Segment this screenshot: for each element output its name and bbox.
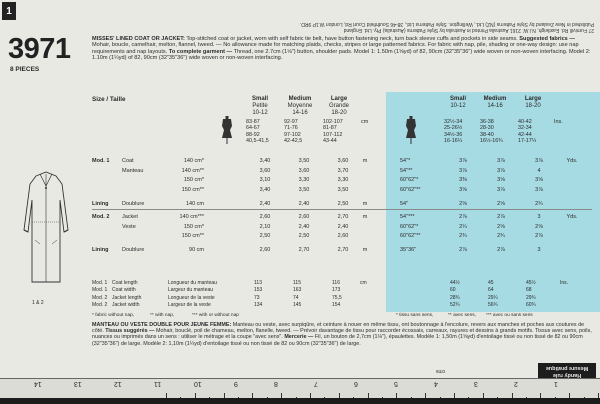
measurement-row: 16-16¼ 16½-16¾ 17-17¼	[444, 138, 537, 145]
desc-title: MISSES' LINED COAT OR JACKET:	[92, 36, 185, 42]
finished-row	[92, 302, 592, 308]
ins-value: 60	[450, 287, 456, 294]
imperial-yardage-value: 3⅞	[459, 167, 467, 174]
cm-value: 145	[293, 302, 302, 309]
imperial-yardage-value: 3⅞	[535, 186, 543, 193]
imperial-yardage-value: 2⅝	[497, 223, 505, 230]
ruler-tick	[238, 397, 239, 398]
desc-text: Top-stitched coat or jacket, worn with self fabric tie belt, have button fastening neck, turn back sleeve cuffs and pockets in side seams.	[186, 36, 518, 42]
finished-label-fr: Longueur de la veste	[168, 294, 215, 301]
ruler-number: 12	[113, 380, 122, 387]
finished-label: Jacket length	[112, 294, 142, 301]
imperial-fabric-width: 60"62"*	[400, 177, 419, 184]
garment-label: Doublure	[122, 246, 145, 253]
fabric-width: 140 cm	[185, 200, 204, 207]
imperial-unit: Yds.	[566, 158, 578, 165]
ruler-tick	[396, 393, 397, 398]
imperial-yardage-value: 2⅞	[497, 246, 505, 253]
measurement-row: 64-67 71-76 81-87	[246, 125, 337, 132]
handy-ruler	[0, 378, 600, 398]
yardage-row	[92, 199, 592, 207]
imperial-fabric-width: 54"	[400, 200, 409, 207]
ruler-tick	[353, 397, 354, 398]
ins-value: 68	[526, 287, 532, 294]
metric-yardage-value: 3,60	[298, 167, 310, 174]
ruler-tick	[569, 393, 570, 398]
ruler-tick	[540, 393, 541, 398]
fabric-width: 140 cm**	[181, 167, 204, 174]
imperial-fabric-width: 60"62"**	[400, 186, 421, 193]
ruler-number: 3	[473, 380, 478, 387]
ins-value: 45	[488, 280, 494, 286]
imperial-yardage-value: 2¼	[459, 223, 467, 230]
metric-yardage-value: 2,40	[298, 223, 310, 230]
metric-yardage-value: 3,40	[259, 186, 271, 193]
size-medium-header: Medium Moyenne 14-16	[287, 96, 313, 116]
imperial-yardage-value: 2⅞	[497, 214, 505, 221]
cm-value: 73	[254, 294, 260, 301]
imperial-size-medium-header: Medium 14-16	[483, 96, 507, 109]
fabric-width: 150 cm**	[181, 233, 204, 240]
imperial-fabric-width: 60"62"*	[400, 223, 419, 230]
finished-label-fr: Largeur du manteau	[168, 287, 214, 294]
size-label: Size / Taille	[92, 96, 126, 103]
ruler-tick	[440, 397, 441, 398]
yardage-row	[92, 186, 592, 194]
ruler-tick	[267, 397, 268, 398]
metric-yardage-value: 3,30	[298, 177, 310, 184]
fabrics-label: Suggested fabrics —	[519, 36, 575, 42]
imperial-yardage-value: 3⅞	[497, 158, 505, 165]
ins-unit: Ins.	[560, 280, 569, 286]
french-description: MANTEAU OU VESTE DOUBLÉ POUR JEUNE FEMME: Manteau ou veste, avec surpiqûre, et ceinture à nouer en même tissu, ont boutonnage à l'encolure, revers aux manches et poches aux coutures de côté. Tissus suggérés — Mohair, bouclé, poil de chameau, melton, flanelle, tweed. — Prévoir davantage de tissu pour raccorder écossais, carreaux, rayures et dessins à grands motifs. Tissus avec sens, poils, nuances ou imprimés dans un sens : utiliser le métrage et la coupe "avec sens". Mercerie — Fil, un bouton de 2,7cm (1⅛"), épaulettes. Modèle 1: 1,50m (1⅝yd) d'entoilage tissé ou non tissé de 82 ou 90cm (32"35"36") de large. Modèle 2: 1,10m (1¼yd) d'entoilage tissé ou non tissé de 82 ou 90cm (32"35"36") de large.	[92, 322, 592, 347]
measurement-row: 25-26½ 28-30 32-34	[444, 125, 532, 132]
handy-rule-badge: Handy rule Mesure pratique	[538, 363, 596, 378]
imperial-yardage-value: 2⅞	[459, 214, 467, 221]
ruler-number: 10	[193, 380, 202, 387]
body-measurements-imperial	[444, 119, 563, 145]
dress-form-icon	[220, 116, 234, 146]
imperial-fabric-width: 54"**	[400, 167, 413, 174]
yardage-row	[92, 213, 592, 221]
ruler-tick	[598, 393, 599, 398]
metric-yardage-value: 2,70	[337, 246, 349, 253]
ruler-number: 5	[393, 380, 398, 387]
ruler-tick	[166, 393, 167, 398]
ruler-tick	[224, 393, 225, 398]
measurement-row: 88-92 97-102 107-112	[246, 131, 343, 138]
imperial-yardage-value: 3	[537, 214, 541, 221]
cm-value: 173	[332, 287, 341, 294]
cm-value: 134	[254, 302, 263, 309]
model-label: Mod. 1	[92, 280, 108, 286]
ins-value: 52¾	[450, 302, 460, 309]
ruler-tick	[526, 397, 527, 398]
measurement-row: 40,5-41,5 42-42,5 43-44	[246, 138, 337, 145]
row-separator	[92, 209, 592, 210]
imperial-yardage-value: 3⅝	[459, 186, 467, 193]
ins-value: 64	[488, 287, 494, 294]
model-label: Mod. 2	[92, 294, 108, 301]
imperial-yardage-value: 3⅞	[497, 167, 505, 174]
publisher-line: Published in New Zealand by Style Patterns (NZ) Ltd., Wellington. Style Patterns Ltd., 38-46 Southfield Court Rd, London W.1P 9RD.	[299, 20, 594, 27]
imperial-fabric-width: 54"*	[400, 158, 411, 165]
yardage-row	[92, 246, 592, 254]
imperial-yardage-value: 3⅝	[535, 177, 543, 184]
imperial-yardage-value: 2¾	[535, 200, 543, 207]
yardage-row	[92, 176, 592, 184]
fabrics-text: Mohair, boucle, camelhair, melton, flannel, tweed. — No allowance made for matching plaids, checks, stripes or large patterned fabrics. For fabric with nap, pile, shading or one-way design: use nap requirements and nap layouts.	[92, 42, 579, 55]
cm-value: 153	[254, 287, 263, 294]
fabric-width: 150 cm**	[181, 186, 204, 193]
ruler-tick	[382, 397, 383, 398]
complete-text: Thread, one 2.7cm (1⅛") button, shoulder pads. Model 1: 1.50m (1⅝yd) of 82, 90cm (32"35"36") wide woven or non-woven interfacing. Model 2: 1.10m (1¼yd) of 82, 90cm (32"35"36") wide woven or non-woven interfacing.	[92, 48, 591, 61]
finished-row	[92, 295, 592, 301]
measurement-row: 32½-34 36-38 40-42 Ins.	[444, 119, 563, 125]
cm-value: 75,5	[332, 294, 342, 301]
fabric-width: 90 cm	[189, 246, 204, 253]
ruler-tick	[584, 397, 585, 398]
imperial-yardage-value: 2¾	[497, 233, 505, 240]
yardage-row	[92, 223, 592, 231]
ruler-tick	[555, 397, 556, 398]
metric-yardage-value: 3,10	[259, 177, 271, 184]
dress-form-icon	[404, 116, 418, 146]
metric-yardage-value: 2,60	[298, 214, 310, 221]
metric-yardage-value: 3,70	[337, 167, 349, 174]
fr-title: MANTEAU OU VESTE DOUBLÉ POUR JEUNE FEMME:	[92, 322, 232, 328]
garment-label: Veste	[122, 223, 136, 230]
metric-yardage-value: 2,10	[259, 223, 271, 230]
finished-label: Jacket width	[112, 302, 140, 309]
metric-yardage-value: 2,70	[337, 214, 349, 221]
imperial-yardage-value: 4	[537, 167, 541, 174]
yardage-row	[92, 157, 592, 165]
metric-yardage-value: 2,60	[337, 233, 349, 240]
imperial-yardage-value: 2⅝	[535, 223, 543, 230]
pieces-count: 8 PIECES	[10, 66, 40, 73]
ruler-tick	[180, 397, 181, 398]
ruler-tick	[454, 393, 455, 398]
garment-label: Manteau	[122, 167, 144, 174]
finished-label: Coat width	[112, 287, 136, 294]
english-description	[92, 36, 594, 94]
ruler-tick	[339, 393, 340, 398]
imperial-yardage-value: 3⅞	[497, 186, 505, 193]
ruler-number: 13	[73, 380, 82, 387]
garment-label: Coat	[122, 158, 134, 165]
ins-value: 29¾	[526, 294, 536, 301]
metric-yardage-value: 2,50	[298, 233, 310, 240]
corner-number-badge: 1	[2, 2, 16, 20]
imperial-yardage-value: 3⅞	[459, 158, 467, 165]
coat-sketch	[18, 170, 74, 290]
fabric-width: 150 cm*	[183, 223, 204, 230]
metric-yardage-value: 3,40	[259, 158, 271, 165]
fabric-width: 140 cm***	[179, 214, 204, 221]
ruler-number: 14	[33, 380, 42, 387]
ruler-number: 4	[433, 380, 438, 387]
ins-value: 56¾	[488, 302, 498, 309]
metric-yardage-value: 3,50	[337, 186, 349, 193]
metric-unit: m	[362, 214, 368, 221]
sketch-caption: 1 & 2	[32, 300, 44, 306]
garment-label: Doublure	[122, 200, 145, 207]
ruler-tick	[324, 397, 325, 398]
imperial-fabric-width: 54"***	[400, 214, 415, 221]
imperial-yardage-value: 2⅞	[535, 233, 543, 240]
cm-value: 113	[254, 280, 262, 286]
fabric-width: 140 cm*	[183, 158, 204, 165]
imperial-yardage-value: 2⅝	[497, 200, 505, 207]
body-measurements-metric	[246, 119, 368, 145]
ins-value: 60¾	[526, 302, 536, 309]
ruler-tick	[512, 393, 513, 398]
imperial-yardage-value: 3⅞	[535, 158, 543, 165]
ruler-tick	[368, 393, 369, 398]
finished-label-fr: Longueur du manteau	[168, 280, 217, 286]
metric-yardage-value: 3,50	[298, 158, 310, 165]
ruler-tick	[281, 393, 282, 398]
imperial-fabric-width: 60"62"**	[400, 233, 421, 240]
metric-yardage-value: 2,50	[337, 200, 349, 207]
imperial-yardage-value: 3⅝	[497, 177, 505, 184]
model-label: Lining	[92, 246, 109, 253]
ruler-number: 6	[353, 380, 358, 387]
model-label: Lining	[92, 200, 109, 207]
ruler-tick	[195, 393, 196, 398]
metric-yardage-value: 3,60	[337, 158, 349, 165]
model-label: Mod. 1	[92, 287, 108, 294]
ruler-tick	[310, 393, 311, 398]
complete-label: To complete garment —	[168, 48, 233, 55]
yardage-row	[92, 167, 592, 175]
cm-value: 116	[332, 280, 340, 286]
ins-value: 44½	[450, 280, 460, 286]
metric-yardage-value: 2,40	[337, 223, 349, 230]
ruler-number: 8	[273, 380, 278, 387]
metric-yardage-value: 2,60	[259, 214, 271, 221]
pattern-envelope-back: 1 27 Furnivill Rd. Eastleigh, N.I.W. 2161 Australia Printed in Australia by Style Patterns (Australia) Pty. Ltd. England Published in New Zealand by Style Patterns (NZ) Ltd., Wellington. Style Patterns Ltd., 38-46 Southfield Court Rd, London W.1P 9RD. 3971 8 PIECES MISSES' LINED COAT OR JACKET: Top-stitched coat or jacket, worn with self fabric tie belt, have button fastening neck, turn back sleeve cuffs and pockets in side seams. Suggested fabrics — Mohair, boucle, camelhair, melton, flannel, tweed. — No allowance made for matching plaids, checks, stripes or large patterned fabrics. For fabric with nap, pile, shading or one-way design: use nap requirements and nap layouts. To complete garment — Thread, one 2.7cm (1⅛") button, shoulder pads. Model 1: 1.50m (1⅝yd) of 82, 90cm (32"35"36") wide woven or non-woven interfacing. Model 2: 1.10m (1¼yd) of 82, 90cm (32"35"36") wide woven or non-woven interfacing. 1 & 2 Size / Taille Small Petite 10-12 Medium Moyenne 14-16 Large Grande 18-20 Small 10-12 Medium 14-16 Large 18-20 83-87 92-97 102-107 cm 64-67 71-76 81-87 88-92 97-102 107-112 40,5-41,5 42-42,5 43-44 32½-34 36-38 40-42 Ins. 25-26½ 28-30 32-34 34½-36 38-40 42-44 16-16¼ 16½-16¾ 17-17¼ Mod. 1 Coat 140 cm* 3,40 3,50 3,60 m 54"* 3⅞ 3⅞ 3⅞ Yds. Manteau 140 cm** 3,60 3,60 3,70 54"** 3⅞ 3⅞ 4 150 cm* 3,10 3,30 3,30 60"62"* 3⅜ 3⅝ 3⅝ 150 cm** 3,40 3,50 3,50 60"62"** 3⅝ 3⅞ 3⅞ Lining Doublure 140 cm 2,40 2,40 2,50 m 54" 2⅝ 2⅝ 2¾ Mod. 2 Jacket 140 cm*** 2,60 2,60 2,70 m 54"*** 2⅞ 2⅞ 3 Yds. Veste 150 cm* 2,10 2,40 2,40 60"62"* 2¼ 2⅝ 2⅝ 150 cm** 2,50 2,50 2,60 60"62"** 2¾ 2¾ 2⅞ Lining Doublure 90 cm 2,60 2,70 2,70 m 35"36" 2⅞ 2⅞ 3 Mod. 1 Coat length Longueur du manteau 113 115 116 cm 44½ 45 45½ Ins. Mod. 1 Coat width Largeur du manteau 153 163 173 60 64 68 Mod. 2 Jacket length Longueur de la veste 73 74 75,5 28¾ 29¼ 29¾ Mod. 2 Jacket width Largeur de la veste 134 145 154 52¾ 56¾ 60¾ * fabric without nap, ** with nap, *** with or without nap * tissu sans sens, ** avec sens, *** avec ou sans sens MANTEAU OU VESTE DOUBLÉ POUR JEUNE FEMME: Manteau ou veste, avec surpiqûre, et ceinture à nouer en même tissu, ont boutonnage à l'encolure, revers aux manches et poches aux coutures de côté. Tissus suggérés — Mohair, bouclé, poil de chameau, melton, flanelle, tweed. — Prévoir davantage de tissu pour raccorder écossais, carreaux, rayures et dessins à grands motifs. Tissus avec sens, poils, nuances ou imprimés dans un sens : utiliser le métrage et la coupe "avec sens". Mercerie — Fil, un bouton de 2,7cm (1⅛"), épaulettes. Modèle 1: 1,50m (1⅝yd) d'entoilage tissé ou non tissé de 82 ou 90cm (32"35"36") de large. Modèle 2: 1,10m (1¼yd) d'entoilage tissé ou non tissé de 82 ou 90cm (32"35"36") de large. cms Handy rule Mesure pratique 1 2 3 4 5 6 7 8 9 10 11 12 13 14	[0, 0, 600, 398]
imperial-fabric-width: 35"36"	[400, 246, 417, 253]
publisher-line: 27 Furnivill Rd. Eastleigh, N.I.W. 2161 Australia Printed in Australia by Style Patterns (Australia) Pty. Ltd. England	[343, 27, 594, 33]
cm-value: 115	[293, 280, 301, 286]
metric-unit: m	[362, 246, 368, 253]
finished-label: Coat length	[112, 280, 138, 286]
ruler-tick	[468, 397, 469, 398]
metric-yardage-value: 3,60	[259, 167, 271, 174]
rotated-publisher-text	[140, 1, 600, 35]
imperial-size-small-header: Small 10-12	[449, 96, 466, 109]
finished-row	[92, 280, 592, 286]
metric-unit: m	[362, 158, 368, 165]
model-label: Mod. 2	[92, 214, 110, 221]
imperial-unit: Yds.	[566, 214, 578, 221]
metric-yardage-value: 2,60	[259, 246, 271, 253]
ruler-tick	[252, 393, 253, 398]
garment-label: Jacket	[122, 214, 138, 221]
cm-unit: cm	[360, 280, 367, 286]
measurement-row: 34½-36 38-40 42-44	[444, 131, 532, 138]
ruler-tick	[425, 393, 426, 398]
imperial-yardage-value: 2¾	[459, 233, 467, 240]
cm-value: 74	[293, 294, 299, 301]
metric-yardage-value: 3,30	[337, 177, 349, 184]
finished-row	[92, 287, 592, 293]
ins-value: 45½	[526, 280, 536, 286]
metric-yardage-value: 2,50	[259, 233, 271, 240]
ruler-tick	[483, 393, 484, 398]
ruler-number: 9	[233, 380, 238, 387]
imperial-yardage-value: 2⅝	[459, 200, 467, 207]
imperial-yardage-value: 3⅜	[459, 177, 467, 184]
metric-yardage-value: 3,50	[298, 186, 310, 193]
ruler-tick	[296, 397, 297, 398]
ins-value: 29¼	[488, 294, 498, 301]
model-label: Mod. 1	[92, 158, 110, 165]
ins-value: 28¾	[450, 294, 460, 301]
ruler-number: 7	[313, 380, 318, 387]
imperial-size-large-header: Large 18-20	[524, 96, 542, 109]
fabric-width: 150 cm*	[183, 177, 204, 184]
ruler-number: 2	[513, 380, 518, 387]
cm-value: 154	[332, 302, 341, 309]
metric-unit: m	[362, 200, 368, 207]
metric-yardage-value: 2,40	[259, 200, 271, 207]
measurement-row: 83-87 92-97 102-107 cm	[246, 119, 369, 125]
imperial-yardage-value: 3	[537, 246, 541, 253]
pattern-number: 3971	[8, 33, 71, 65]
model-label: Mod. 2	[92, 302, 108, 309]
cm-value: 163	[293, 287, 302, 294]
imperial-yardage-value: 2⅞	[459, 246, 467, 253]
ruler-tick	[209, 397, 210, 398]
yardage-row	[92, 232, 592, 240]
ruler-tick	[411, 397, 412, 398]
metric-yardage-value: 2,70	[298, 246, 310, 253]
ruler-tick	[497, 397, 498, 398]
finished-label-fr: Largeur de la veste	[168, 302, 211, 309]
size-large-header: Large Grande 18-20	[328, 96, 349, 116]
metric-yardage-value: 2,40	[298, 200, 310, 207]
size-small-header: Small Petite 10-12	[251, 96, 268, 116]
ruler-unit: cms	[436, 368, 446, 374]
ruler-number: 1	[553, 380, 558, 387]
ruler-number: 11	[153, 380, 161, 387]
